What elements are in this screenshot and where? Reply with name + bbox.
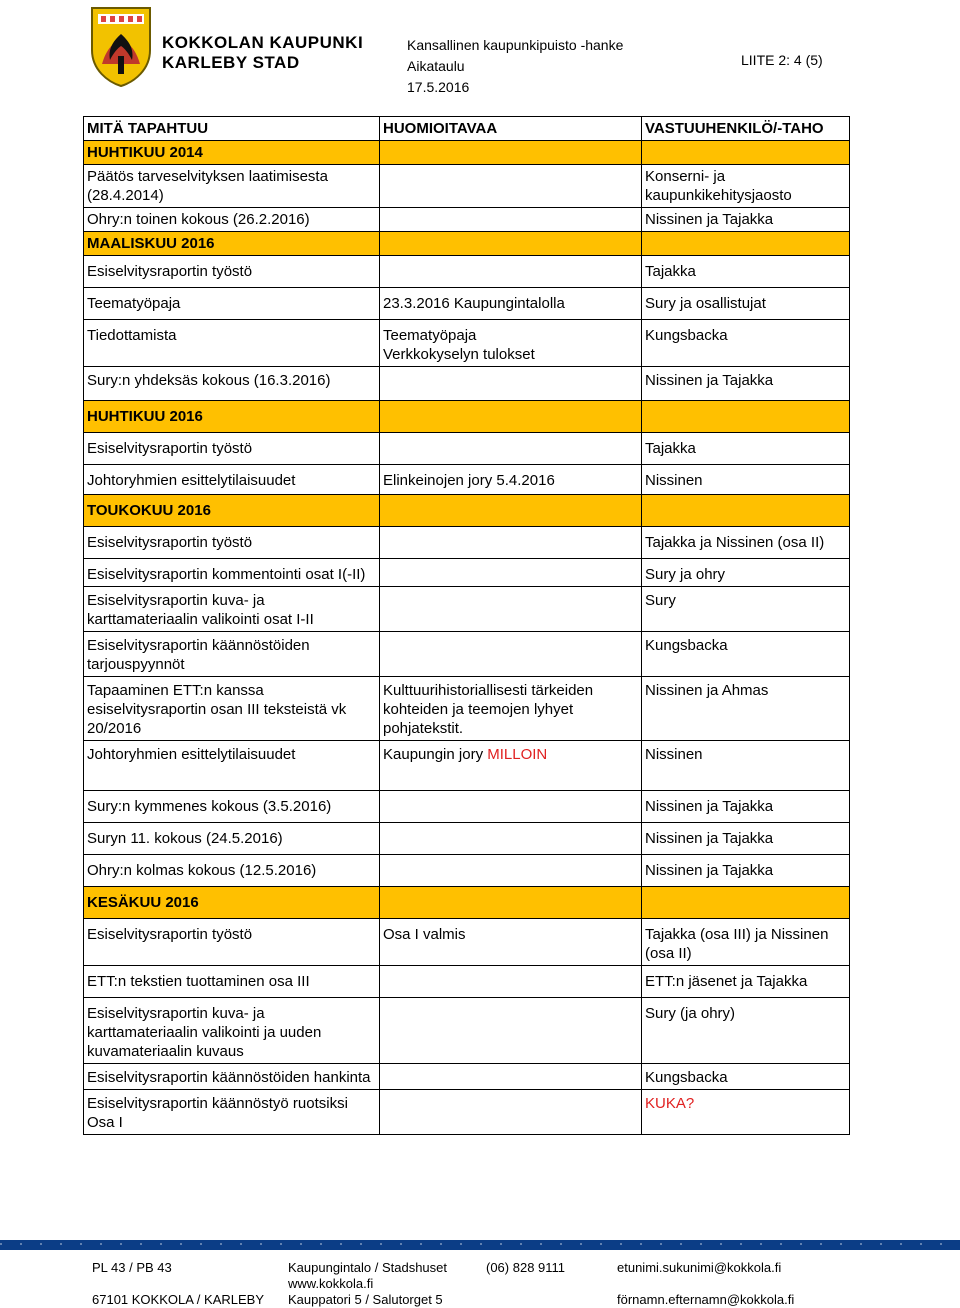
month-row: MAALISKUU 2016 [84, 232, 850, 256]
table-row: Esiselvitysraportin käännöstyö ruotsiksi Osa I KUKA? [84, 1090, 850, 1135]
table-row: Esiselvitysraportin työstö Osa I valmis Tajakka (osa III) ja Nissinen (osa II) [84, 919, 850, 966]
table-row: Tapaaminen ETT:n kanssa esiselvitysraportin osan III teksteistä vk 20/2016 Kulttuurihistoriallisesti tärkeiden kohteiden ja teemojen lyhyet pohjatekstit. Nissinen ja Ahmas [84, 677, 850, 741]
table-row: Tiedottamista Teematyöpaja Verkkokyselyn tulokset Kungsbacka [84, 320, 850, 367]
table-row: Päätös tarveselvityksen laatimisesta (28.4.2014) Konserni- ja kaupunkikehitysjaosto [84, 165, 850, 208]
kuka-question: KUKA? [642, 1090, 850, 1135]
table-row: Teematyöpaja 23.3.2016 Kaupungintalolla Sury ja osallistujat [84, 288, 850, 320]
month-row: HUHTIKUU 2016 [84, 401, 850, 433]
document-type: Aikataulu [407, 58, 465, 74]
table-row: Sury:n yhdeksäs kokous (16.3.2016) Nissinen ja Tajakka [84, 367, 850, 401]
appendix-label: LIITE 2: 4 (5) [741, 52, 823, 68]
table-row: Esiselvitysraportin kommentointi osat I(-II) Sury ja ohry [84, 559, 850, 587]
document-info [407, 35, 623, 98]
table-row: Suryn 11. kokous (24.5.2016) Nissinen ja Tajakka [84, 823, 850, 855]
table-row: Esiselvitysraportin käännöstöiden hankinta Kungsbacka [84, 1064, 850, 1090]
table-row: Ohry:n kolmas kokous (12.5.2016) Nissinen ja Tajakka [84, 855, 850, 887]
table-row: Esiselvitysraportin kuva- ja karttamateriaalin valikointi ja uuden kuvamateriaalin kuvaus Sury (ja ohry) [84, 998, 850, 1064]
milloin-highlight: MILLOIN [487, 746, 548, 763]
footer-web: www.kokkola.fi [288, 1276, 374, 1291]
footer-street: Kauppatori 5 / Salutorget 5 [288, 1292, 443, 1307]
table-row: Esiselvitysraportin työstö Tajakka [84, 433, 850, 465]
table-row: Ohry:n toinen kokous (26.2.2016) Nissinen ja Tajakka [84, 208, 850, 232]
column-header: MITÄ TAPAHTUU [84, 117, 380, 141]
column-header: VASTUUHENKILÖ/-TAHO [642, 117, 850, 141]
table-row: Esiselvitysraportin työstö Tajakka ja Nissinen (osa II) [84, 527, 850, 559]
footer-phone: (06) 828 9111 [486, 1260, 566, 1275]
table-row: Johtoryhmien esittelytilaisuudet Kaupungin jory MILLOIN Nissinen [84, 741, 850, 791]
column-header: HUOMIOITAVAA [380, 117, 642, 141]
footer-bar [0, 1240, 960, 1250]
footer-building: Kaupungintalo / Stadshuset [288, 1260, 448, 1275]
footer-email-sv: förnamn.efternamn@kokkola.fi [617, 1292, 795, 1307]
footer-email-fi: etunimi.sukunimi@kokkola.fi [617, 1260, 782, 1275]
kokkola-crest-icon [88, 4, 154, 88]
table-row: Esiselvitysraportin käännöstöiden tarjouspyynnöt Kungsbacka [84, 632, 850, 677]
footer-postal: 67101 KOKKOLA / KARLEBY [92, 1292, 264, 1307]
table-header-row [84, 117, 850, 141]
table-row: Sury:n kymmenes kokous (3.5.2016) Nissinen ja Tajakka [84, 791, 850, 823]
month-row: TOUKOKUU 2016 [84, 495, 850, 527]
month-row: KESÄKUU 2016 [84, 887, 850, 919]
table-row: Esiselvitysraportin työstö Tajakka [84, 256, 850, 288]
document-date: 17.5.2016 [407, 79, 470, 95]
page-footer [0, 1240, 960, 1308]
city-logo-text: KOKKOLAN KAUPUNKI KARLEBY STAD [162, 33, 364, 72]
project-name: Kansallinen kaupunkipuisto -hanke [407, 37, 624, 53]
table-row: Johtoryhmien esittelytilaisuudet Elinkeinojen jory 5.4.2016 Nissinen [84, 465, 850, 495]
table-row: Esiselvitysraportin kuva- ja karttamateriaalin valikointi osat I-II Sury [84, 587, 850, 632]
page-header [0, 0, 960, 110]
table-row: ETT:n tekstien tuottaminen osa III ETT:n jäsenet ja Tajakka [84, 966, 850, 998]
footer-po-box: PL 43 / PB 43 [92, 1260, 172, 1275]
month-row: HUHTIKUU 2014 [84, 141, 850, 165]
schedule-table [83, 116, 850, 1135]
